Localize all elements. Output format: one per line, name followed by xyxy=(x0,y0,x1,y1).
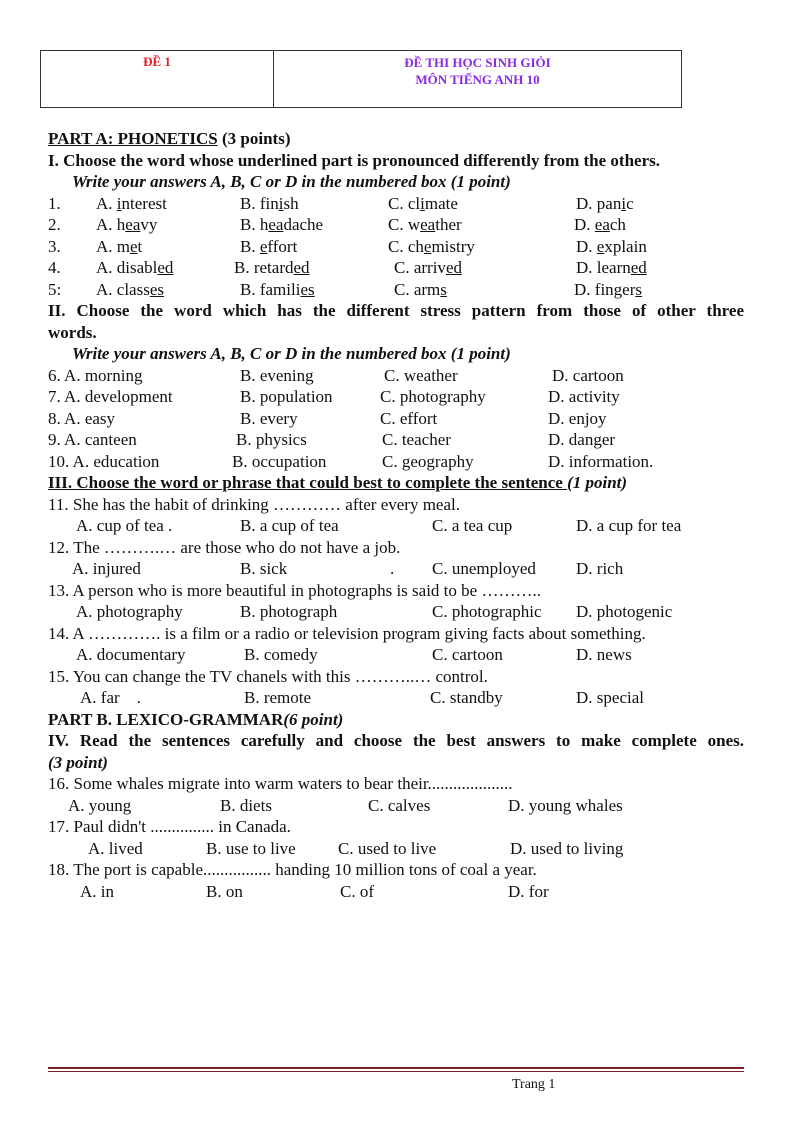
option-b xyxy=(240,193,299,215)
option-a: 8. A. easy xyxy=(48,408,116,428)
options-12 xyxy=(48,558,744,580)
option-a: 6. A. morning xyxy=(48,365,143,385)
option-d xyxy=(574,214,626,236)
option-a: A. cup of tea . xyxy=(76,516,173,535)
option-c xyxy=(388,214,462,236)
underlined-sound: ed xyxy=(293,258,310,277)
word-part: D. learn xyxy=(576,258,631,277)
question-9 xyxy=(48,429,744,451)
option-b: B. comedy xyxy=(244,645,318,664)
underlined-sound: e xyxy=(259,236,268,256)
option-c xyxy=(388,236,475,258)
section-2-title-cont: words. xyxy=(48,322,97,342)
underlined-sound: i xyxy=(420,193,425,213)
option-a: A. far . xyxy=(80,688,141,707)
option-d: D. information. xyxy=(548,451,654,471)
option-b: B. occupation xyxy=(232,451,327,471)
underlined-sound: es xyxy=(300,279,315,299)
option-d: D. special xyxy=(576,688,644,707)
question-11: 11. She has the habit of drinking ………… after every meal. xyxy=(48,494,460,514)
question-number: 3. xyxy=(48,236,61,256)
option-a: A. in xyxy=(80,881,114,901)
option-b: B. a cup of tea xyxy=(240,516,339,535)
section-2-title: II. Choose the word which has the different stress pattern from those of other three xyxy=(48,301,744,320)
option-c: C. photography xyxy=(380,387,486,406)
option-a: A. documentary xyxy=(76,645,186,664)
option-d: D. activity xyxy=(548,387,620,406)
exam-code: ĐỀ 1 xyxy=(41,51,274,107)
option-c xyxy=(388,193,458,215)
option-a xyxy=(96,236,142,258)
option-b: B. diets xyxy=(220,795,272,815)
header-box xyxy=(40,50,682,108)
options-14 xyxy=(48,644,744,666)
option-d xyxy=(576,193,634,215)
question-8 xyxy=(48,408,744,430)
option-c: C. photographic xyxy=(432,602,542,621)
word-part: D. xyxy=(574,215,595,234)
option-a: 10. A. education xyxy=(48,451,160,471)
option-b: B. evening xyxy=(240,365,314,385)
question-16: 16. Some whales migrate into warm waters to bear their.................... xyxy=(48,774,513,793)
option-c: C. unemployed xyxy=(432,559,536,578)
option-d xyxy=(576,236,647,258)
underlined-sound: e xyxy=(130,236,138,256)
option-b xyxy=(240,279,315,301)
option-b: B. remote xyxy=(244,688,312,707)
options-13 xyxy=(48,601,744,623)
underlined-sound: s xyxy=(440,279,447,299)
option-a: A. injured xyxy=(72,559,141,578)
section-1-instruction: Write your answers A, B, C or D in the numbered box (1 point) xyxy=(72,172,511,191)
options-18 xyxy=(48,881,744,903)
option-d: D. cartoon xyxy=(552,365,624,385)
option-c: C. of xyxy=(340,881,374,901)
underlined-sound: i xyxy=(278,193,284,213)
option-b: B. photograph xyxy=(240,602,338,621)
word-part: vy xyxy=(140,215,158,234)
underlined-sound: ed xyxy=(157,258,174,277)
option-d: D. enjoy xyxy=(548,408,607,428)
option-b xyxy=(234,257,310,279)
part-a-heading: PART A: PHONETICS (3 points) xyxy=(48,129,291,148)
word-part: B. famili xyxy=(240,279,301,299)
word-part: C. ch xyxy=(388,236,424,256)
underlined-sound: s xyxy=(635,279,642,299)
word-part: B. xyxy=(240,236,260,256)
question-10 xyxy=(48,451,744,473)
word-part: ther xyxy=(435,215,462,234)
option-c: C. teacher xyxy=(382,430,451,449)
exam-content xyxy=(48,128,744,902)
stray-dot: . xyxy=(390,559,395,578)
word-part: nterest xyxy=(121,193,167,213)
word-part: A. h xyxy=(96,215,126,234)
option-c: C. standby xyxy=(430,688,503,707)
option-c xyxy=(394,279,447,301)
option-c: C. geography xyxy=(382,451,474,471)
question-number: 4. xyxy=(48,258,61,277)
option-b xyxy=(240,236,297,258)
option-d: D. for xyxy=(508,881,549,901)
options-15 xyxy=(48,687,744,709)
word-part: ffort xyxy=(267,236,298,256)
option-c: C. weather xyxy=(384,365,458,385)
option-d: D. used to living xyxy=(510,838,624,858)
question-15: 15. You can change the TV chanels with this ………..… control. xyxy=(48,666,488,686)
underlined-sound: ea xyxy=(125,215,141,234)
word-part: ch xyxy=(609,215,626,234)
option-d: D. danger xyxy=(548,430,616,449)
option-a xyxy=(96,214,157,236)
question-18: 18. The port is capable................ handing 10 million tons of coal a year. xyxy=(48,860,537,879)
option-a: A. lived xyxy=(88,838,143,858)
option-a: A. young xyxy=(68,795,132,815)
word-part: B. fin xyxy=(240,193,279,213)
option-a xyxy=(96,279,164,301)
question-number: 1. xyxy=(48,193,61,213)
word-part: A. disabl xyxy=(96,258,158,277)
word-part: mistry xyxy=(431,236,475,256)
option-c xyxy=(394,257,462,279)
word-part: A. class xyxy=(96,279,150,299)
question-3 xyxy=(48,236,744,258)
word-part: mate xyxy=(424,193,458,213)
option-c: C. calves xyxy=(368,795,431,815)
underlined-sound: i xyxy=(621,193,627,213)
option-c: C. effort xyxy=(380,408,438,428)
exam-title-line1: ĐỀ THI HỌC SINH GIỎI xyxy=(404,55,551,70)
page-number: Trang 1 xyxy=(512,1077,556,1092)
options-16 xyxy=(48,795,744,817)
underlined-sound: es xyxy=(149,279,164,299)
word-part: C. w xyxy=(388,215,421,234)
underlined-sound: ea xyxy=(420,215,436,234)
question-4 xyxy=(48,257,744,279)
option-a: 9. A. canteen xyxy=(48,430,137,449)
option-b: B. use to live xyxy=(206,838,296,858)
word-part: B. retard xyxy=(234,258,294,277)
options-17 xyxy=(48,838,744,860)
option-b: B. on xyxy=(206,881,243,901)
section-2-instruction: Write your answers A, B, C or D in the numbered box (1 point) xyxy=(72,344,511,363)
question-12: 12. The ……….… are those who do not have a job. xyxy=(48,537,401,557)
option-a xyxy=(96,257,173,279)
option-b: B. sick xyxy=(240,559,288,578)
underlined-sound: ed xyxy=(630,258,647,277)
word-part: C. arriv xyxy=(394,258,446,277)
footer-rule-thin xyxy=(48,1071,744,1072)
option-b: B. every xyxy=(240,408,298,428)
question-17: 17. Paul didn't ............... in Canada. xyxy=(48,817,291,836)
question-2 xyxy=(48,214,744,236)
footer-rule xyxy=(48,1067,744,1069)
word-part: D. pan xyxy=(576,193,622,213)
word-part: C. arm xyxy=(394,279,441,299)
option-c: C. cartoon xyxy=(432,645,503,664)
exam-title xyxy=(274,51,681,107)
word-part: D. finger xyxy=(574,279,636,299)
underlined-sound: ea xyxy=(594,215,610,234)
option-d: D. news xyxy=(576,645,632,664)
option-d: D. photogenic xyxy=(576,602,673,621)
word-part: C. cl xyxy=(388,193,421,213)
options-11 xyxy=(48,515,744,537)
exam-subject: MÔN TIẾNG ANH 10 xyxy=(415,72,540,87)
word-part: D. xyxy=(576,236,597,256)
question-14: 14. A …………. is a film or a radio or television program giving facts about something. xyxy=(48,623,646,643)
question-13: 13. A person who is more beautiful in photographs is said to be ……….. xyxy=(48,580,541,600)
underlined-sound: i xyxy=(116,193,122,213)
section-4-points: (3 point) xyxy=(48,752,108,772)
word-part: dache xyxy=(283,215,324,234)
question-6 xyxy=(48,365,744,387)
section-1-title: I. Choose the word whose underlined part is pronounced differently from the others. xyxy=(48,150,661,170)
question-number: 2. xyxy=(48,215,61,234)
word-part: sh xyxy=(283,193,299,213)
word-part: B. h xyxy=(240,215,269,234)
question-1 xyxy=(48,193,744,215)
word-part: A. m xyxy=(96,236,130,256)
option-c: C. a tea cup xyxy=(432,516,513,535)
part-b-heading: PART B. LEXICO-GRAMMAR(6 point) xyxy=(48,709,344,729)
option-d xyxy=(574,279,642,301)
underlined-sound: e xyxy=(596,236,605,256)
question-number: 5: xyxy=(48,279,62,299)
option-b xyxy=(240,214,323,236)
option-d xyxy=(576,257,647,279)
word-part: c xyxy=(626,193,634,213)
option-a: A. photography xyxy=(76,602,183,621)
option-b: B. population xyxy=(240,387,333,406)
option-d: D. a cup for tea xyxy=(576,516,682,535)
section-3-title: III. Choose the word or phrase that could best to complete the sentence (1 point) xyxy=(48,473,628,492)
option-a: 7. A. development xyxy=(48,387,173,406)
option-d: D. young whales xyxy=(508,795,623,815)
option-a xyxy=(96,193,167,215)
underlined-sound: ed xyxy=(445,258,462,277)
question-5 xyxy=(48,279,744,301)
option-c: C. used to live xyxy=(338,838,437,858)
word-part: xplain xyxy=(604,236,647,256)
section-4-title: IV. Read the sentences carefully and choose the best answers to make complete ones. xyxy=(48,731,744,750)
question-7 xyxy=(48,386,744,408)
underlined-sound: e xyxy=(423,236,432,256)
word-part: A. xyxy=(96,193,117,213)
word-part: t xyxy=(137,236,143,256)
underlined-sound: ea xyxy=(268,215,284,234)
option-d: D. rich xyxy=(576,559,624,578)
option-b: B. physics xyxy=(236,430,307,449)
